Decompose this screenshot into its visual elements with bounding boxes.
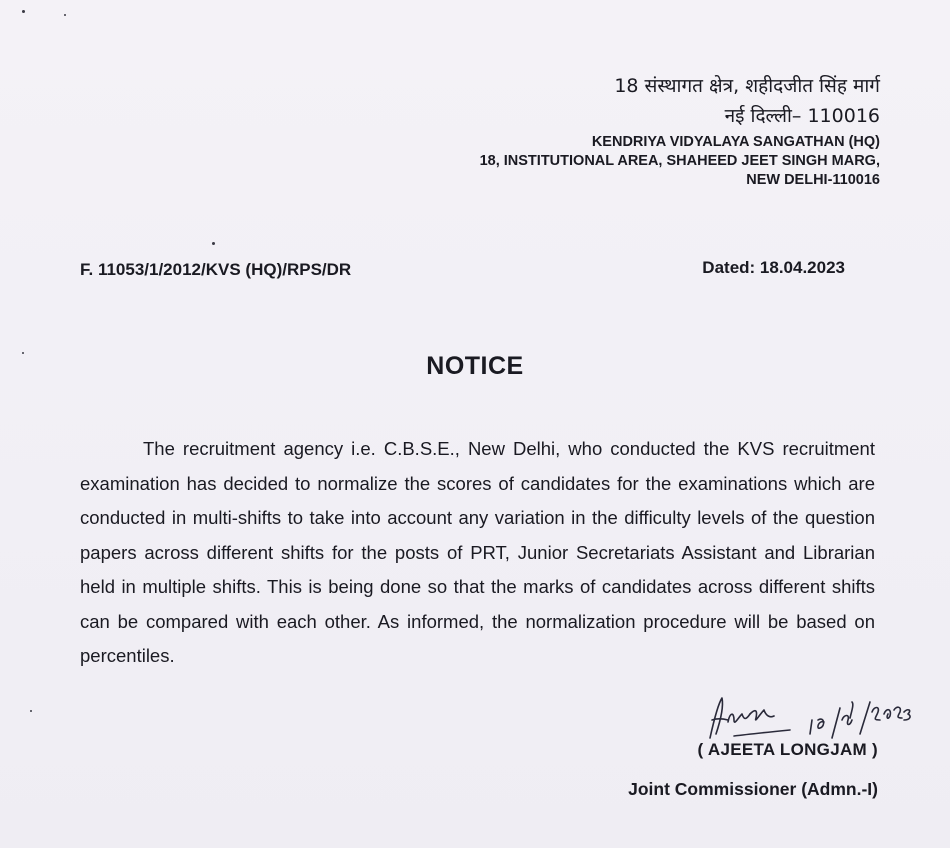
notice-title: NOTICE	[426, 352, 524, 380]
file-number: F. 11053/1/2012/KVS (HQ)/RPS/DR	[80, 260, 352, 279]
address-hindi-line1: 18 संस्थागत क्षेत्र, शहीदजीत सिंह मार्ग	[614, 75, 880, 97]
signatory-name: ( AJEETA LONGJAM )	[697, 740, 878, 759]
address-line: 18, INSTITUTIONAL AREA, SHAHEED JEET SINGH MARG,	[479, 153, 880, 169]
scan-speck	[212, 242, 215, 245]
document-date: Dated: 18.04.2023	[702, 258, 845, 277]
scan-speck	[22, 10, 25, 13]
city-line: NEW DELHI-110016	[746, 172, 880, 188]
organization-name: KENDRIYA VIDYALAYA SANGATHAN (HQ)	[591, 134, 880, 150]
notice-body: The recruitment agency i.e. C.B.S.E., New Delhi, who conducted the KVS recruitment examination has decided to normalize the scores of candidates for the examinations which are conducted in multi-shifts to take into account any variation in the difficulty levels of the question papers across different shifts for the posts of PRT, Junior Secretariats Assistant and Librarian held in multiple shifts. This is being done so that the marks of candidates across different shifts can be compared with each other. As informed, the normalization procedure will be based on percentiles.	[80, 438, 875, 666]
scan-speck	[30, 710, 32, 712]
signatory-designation: Joint Commissioner (Admn.-I)	[628, 779, 878, 799]
scan-speck	[64, 14, 66, 16]
address-hindi-line2: नई दिल्ली– 110016	[724, 105, 880, 127]
